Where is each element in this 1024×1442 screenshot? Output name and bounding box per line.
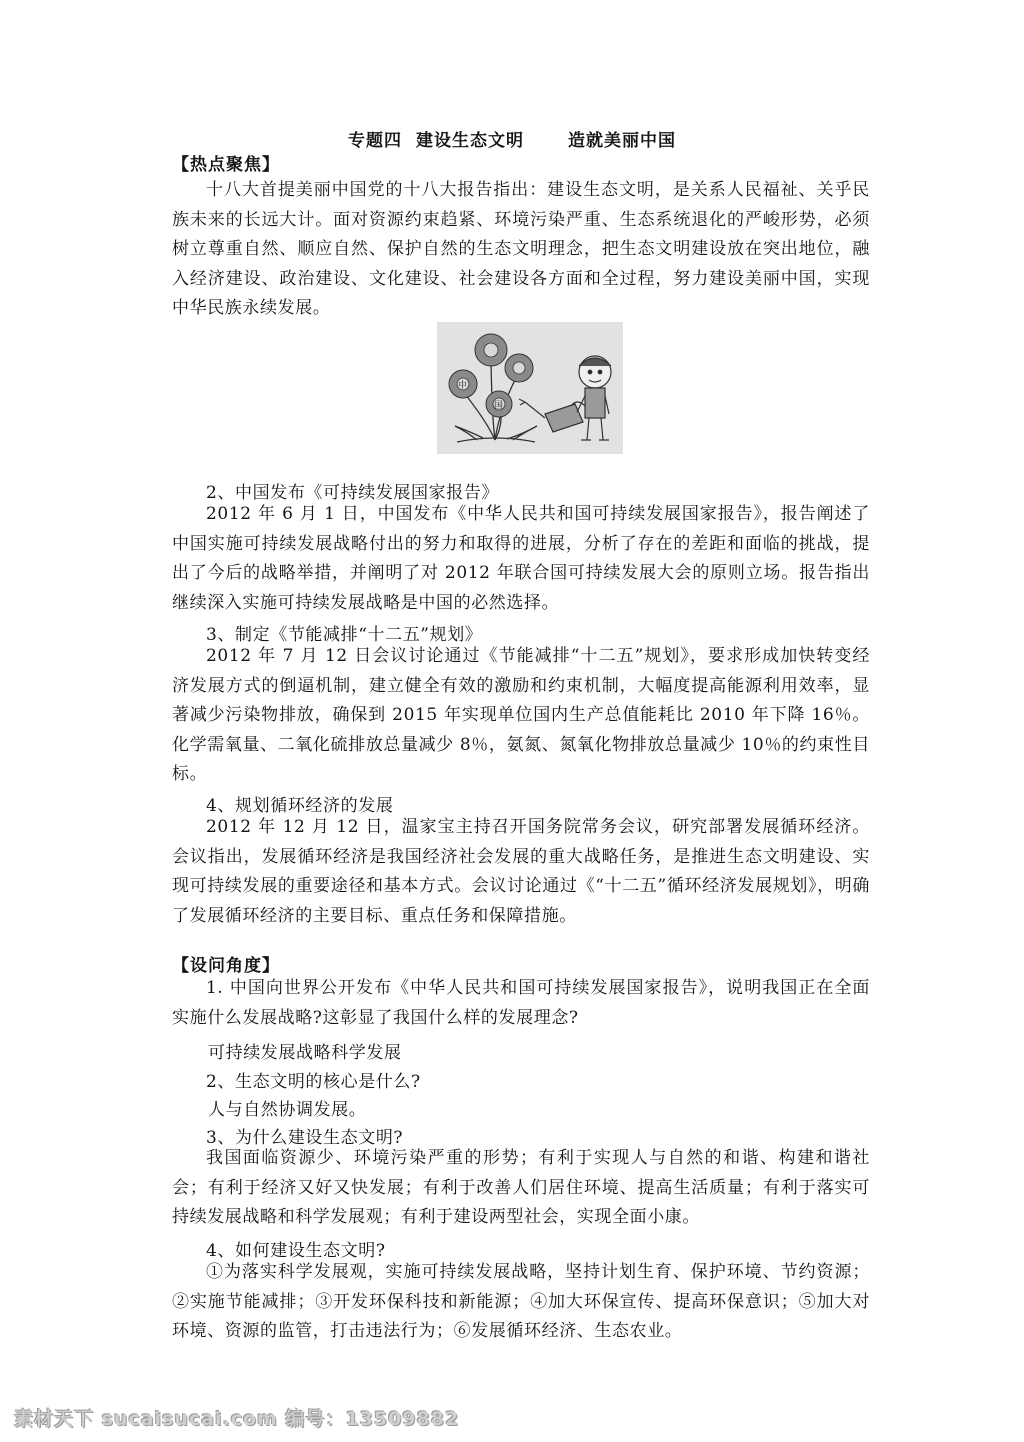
hot-focus-intro: 十八大首提美丽中国党的十八大报告指出：建设生态文明，是关系人民福祉、关乎民族未来的长远大计。面对资源约束趋紧、环境污染严重、生态系统退化的严峻形势，必须树立尊重自然、顺应自然、保护自然的生态文明理念，把生态文明建设放在突出地位，融入经济建设、政治建设、文化建设、社会建设各方面和全过程，努力建设美丽中国，实现中华民族永续发展。 — [172, 180, 870, 318]
answer-2: 人与自然协调发展。 — [208, 1100, 367, 1120]
item4-heading: 4、规划循环经济的发展 — [206, 796, 394, 816]
item3-heading: 3、制定《节能减排“十二五”规划》 — [206, 625, 483, 645]
cartoon-illustration — [437, 322, 623, 454]
question-2: 2、生态文明的核心是什么? — [206, 1072, 421, 1092]
answer-3: 我国面临资源少、环境污染严重的形势；有利于实现人与自然的和谐、构建和谐社会；有利于经济又好又快发展；有利于改善人们居住环境、提高生活质量；有利于落实可持续发展战略和科学发展观；有利于建设两型社会，实现全面小康。 — [172, 1148, 870, 1227]
item3-text: 2012 年 7 月 12 日会议讨论通过《节能减排“十二五”规划》，要求形成加快转变经济发展方式的倒逼机制，建立健全有效的激励和约束机制，大幅度提高能源利用效率，显著减少污染物排放，确保到 2015 年实现单位国内生产总值能耗比 2010 年下降 16％。化学需氧量、二氧化硫排放总量减少 8％，氨氮、氮氧化物排放总量减少 10％的约束性目标。 — [172, 646, 870, 784]
hot-focus-heading: 【热点聚焦】 — [172, 155, 280, 175]
item2-heading: 2、中国发布《可持续发展国家报告》 — [206, 483, 500, 503]
answer-1: 可持续发展战略科学发展 — [208, 1043, 402, 1063]
item4-text: 2012 年 12 月 12 日，温家宝主持召开国务院常务会议，研究部署发展循环经济。会议指出，发展循环经济是我国经济社会发展的重大战略任务，是推进生态文明建设、实现可持续发展的重要途径和基本方式。会议讨论通过《“十二五”循环经济发展规划》，明确了发展循环经济的主要目标、重点任务和保障措施。 — [172, 817, 870, 926]
item2-text: 2012 年 6 月 1 日，中国发布《中华人民共和国可持续发展国家报告》，报告阐述了中国实施可持续发展战略付出的努力和取得的进展，分析了存在的差距和面临的挑战，提出了今后的战略举措，并阐明了对 2012 年联合国可持续发展大会的原则立场。报告指出继续深入实施可持续发展战略是中国的必然选择。 — [172, 504, 870, 613]
answer-4: ①为落实科学发展观，实施可持续发展战略，坚持计划生育、保护环境、节约资源；②实施节能减排；③开发环保科技和新能源；④加大环保宣传、提高环保意识；⑤加大对环境、资源的监管，打击违法行为；⑥发展循环经济、生态农业。 — [172, 1262, 870, 1341]
title-part3: 造就美丽中国 — [568, 131, 676, 151]
questions-heading: 【设问角度】 — [172, 956, 280, 976]
flower-watering-cartoon — [437, 322, 623, 454]
page-title — [0, 126, 1024, 151]
title-part1: 专题四 — [348, 131, 402, 151]
title-part2: 建设生态文明 — [416, 131, 524, 151]
question-1: 1. 中国向世界公开发布《中华人民共和国可持续发展国家报告》，说明我国正在全面实施什么发展战略?这彰显了我国什么样的发展理念? — [172, 978, 870, 1028]
watermark-text: 素材天下 sucaisucai.com 编号：13509882 — [14, 1408, 460, 1430]
flower-label-1: 中 — [458, 381, 468, 391]
flower-label-2: 国 — [494, 401, 504, 411]
question-4: 4、如何建设生态文明? — [206, 1241, 386, 1261]
question-3: 3、为什么建设生态文明? — [206, 1128, 404, 1148]
